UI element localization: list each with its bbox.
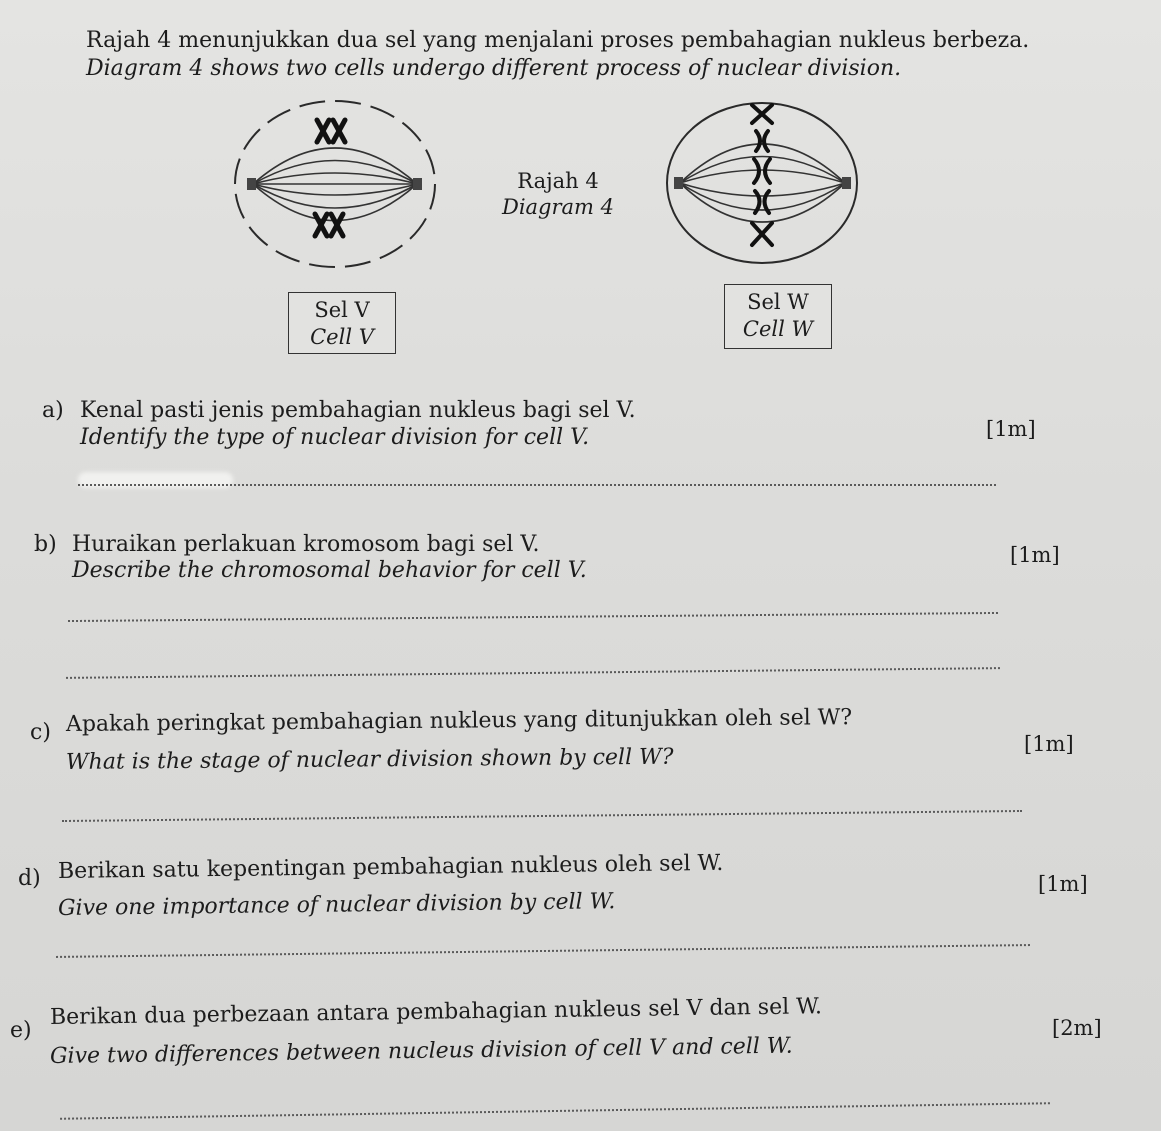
diagram-title-en: Diagram 4: [501, 195, 615, 219]
diagram-title: [496, 168, 620, 220]
question-c-en: What is the stage of nuclear division shown by cell W?: [65, 744, 674, 775]
cell-w-label-ms: Sel W: [747, 290, 809, 314]
question-c-ms: Apakah peringkat pembahagian nukleus yang ditunjukkan oleh sel W?: [65, 705, 853, 737]
question-d-en: Give one importance of nuclear division by cell W.: [57, 889, 616, 921]
question-a-ms: Kenal pasti jenis pembahagian nukleus bagi sel V.: [80, 398, 636, 423]
answer-line-a[interactable]: [78, 484, 996, 486]
intro-text-ms: Rajah 4 menunjukkan dua sel yang menjalani proses pembahagian nukleus berbeza.: [86, 28, 1030, 53]
question-b-letter: b): [34, 532, 57, 557]
question-e-letter: e): [10, 1018, 32, 1043]
answer-line-c[interactable]: [62, 810, 1022, 822]
answer-line-b2[interactable]: [66, 667, 1000, 679]
cell-v-label-box: [288, 292, 396, 354]
answer-line-e[interactable]: [60, 1102, 1050, 1120]
answer-line-b1[interactable]: [68, 612, 998, 622]
cell-w-label-en: Cell W: [742, 317, 814, 341]
diagram-title-ms: Rajah 4: [517, 169, 599, 193]
intro-text-en: Diagram 4 shows two cells undergo different process of nuclear division.: [86, 56, 902, 81]
cell-w-diagram: [660, 95, 865, 275]
cell-w-label-box: [724, 284, 832, 349]
question-d-ms: Berikan satu kepentingan pembahagian nukleus oleh sel W.: [57, 850, 724, 884]
question-a-en: Identify the type of nuclear division for cell V.: [80, 425, 590, 450]
question-d-letter: d): [18, 866, 41, 891]
cell-v-label-ms: Sel V: [314, 298, 370, 322]
question-d-marks: [1m]: [1038, 872, 1088, 896]
cell-v-label-en: Cell V: [310, 325, 374, 349]
question-e-en: Give two differences between nucleus division of cell V and cell W.: [49, 1033, 793, 1069]
question-a-marks: [1m]: [986, 417, 1036, 441]
answer-line-d[interactable]: [56, 944, 1030, 958]
question-c-marks: [1m]: [1024, 732, 1074, 756]
question-c-letter: c): [30, 720, 51, 745]
question-a-letter: a): [42, 398, 64, 423]
cell-v-diagram: [225, 92, 445, 282]
question-e-ms: Berikan dua perbezaan antara pembahagian nukleus sel V dan sel W.: [49, 994, 823, 1030]
question-b-en: Describe the chromosomal behavior for cell V.: [72, 558, 587, 583]
question-b-marks: [1m]: [1010, 543, 1060, 567]
question-b-ms: Huraikan perlakuan kromosom bagi sel V.: [72, 532, 540, 557]
question-e-marks: [2m]: [1052, 1016, 1102, 1040]
